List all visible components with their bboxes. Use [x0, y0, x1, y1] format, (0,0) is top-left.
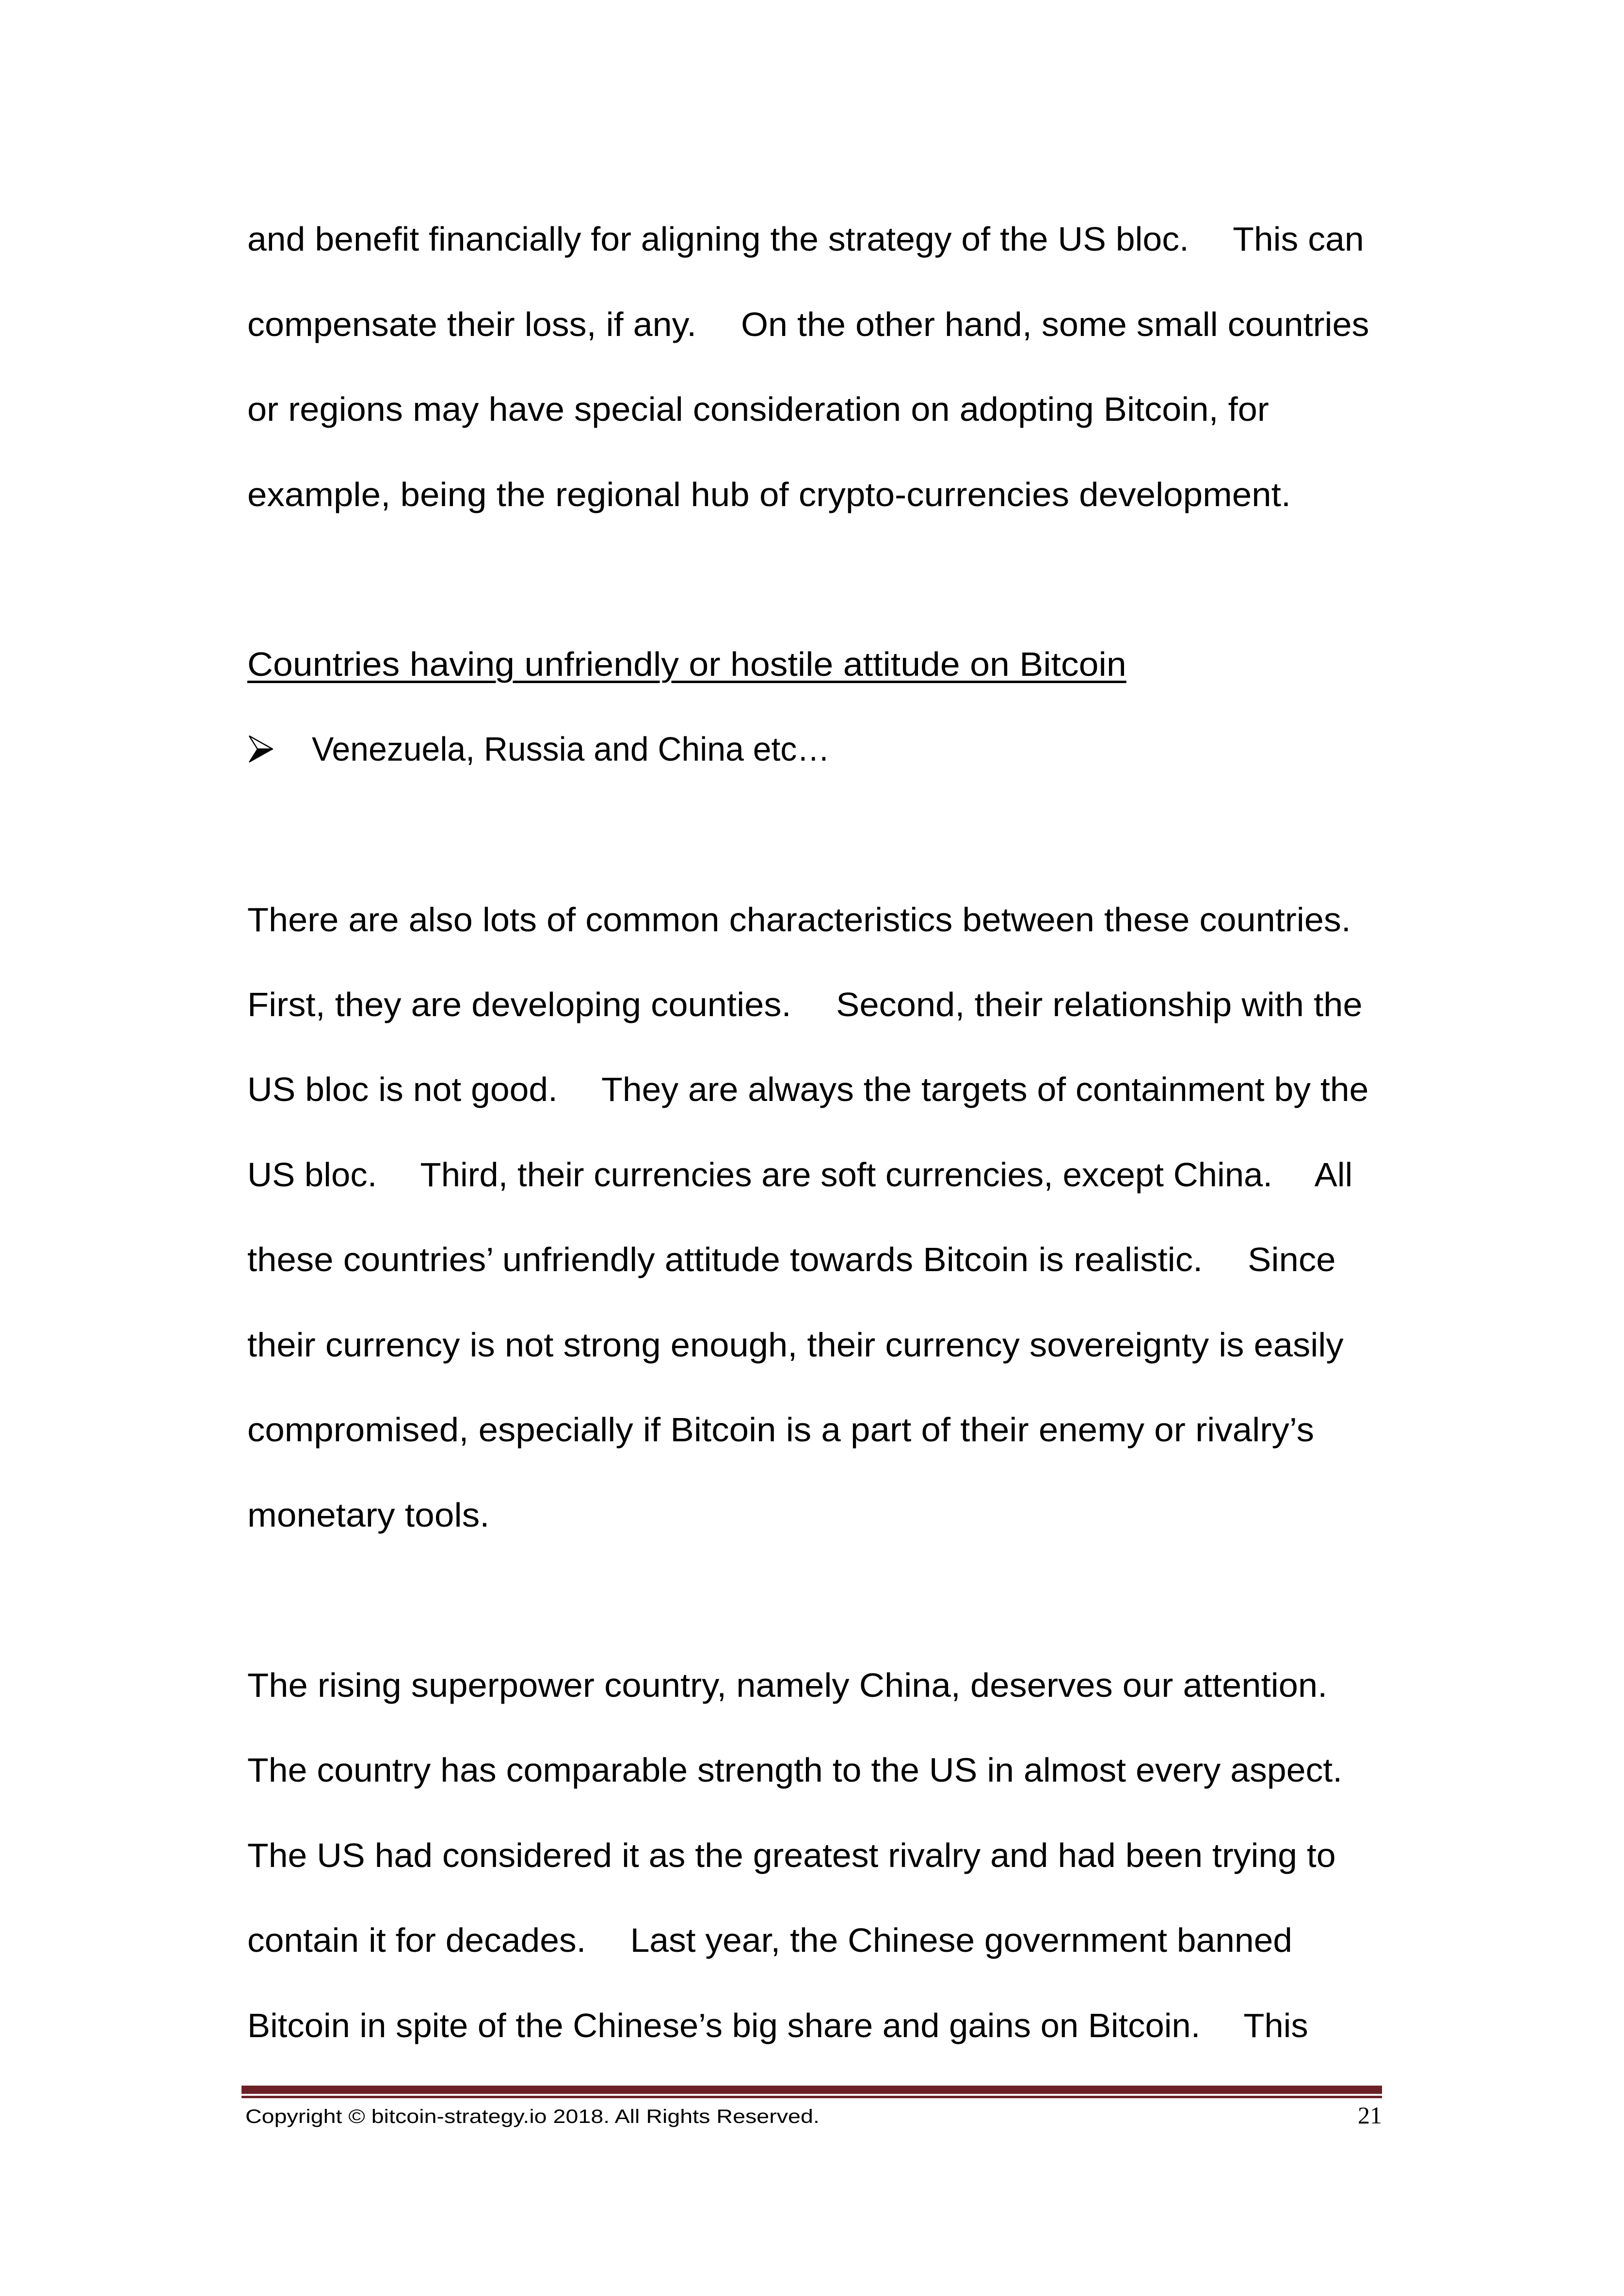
footer-rule-thick [241, 2086, 1382, 2094]
paragraph-1-line-2: compensate their loss, if any. On the other hand, some small countries [247, 305, 1369, 343]
paragraph-2-line-4: US bloc. Third, their currencies are soft currencies, except China. All [247, 1156, 1353, 1194]
arrowhead-bullet-icon [249, 735, 273, 763]
paragraph-2-line-5: these countries’ unfriendly attitude towards Bitcoin is realistic. Since [247, 1241, 1336, 1278]
paragraph-2-line-2: First, they are developing counties. Second, their relationship with the [247, 986, 1363, 1023]
section-heading: Countries having unfriendly or hostile attitude on Bitcoin [247, 645, 1126, 683]
paragraph-2-line-7: compromised, especially if Bitcoin is a part of their enemy or rivalry’s [247, 1411, 1314, 1449]
paragraph-1-line-3: or regions may have special consideration on adopting Bitcoin, for [247, 390, 1269, 428]
paragraph-3-line-3: The US had considered it as the greatest rivalry and had been trying to [247, 1836, 1336, 1874]
bullet-item-text: Venezuela, Russia and China etc… [312, 730, 830, 768]
paragraph-3-line-5: Bitcoin in spite of the Chinese’s big share and gains on Bitcoin. This [247, 2007, 1308, 2044]
footer-rule-thin [241, 2096, 1382, 2098]
paragraph-2-line-1: There are also lots of common characteristics between these countries. [247, 901, 1351, 939]
paragraph-2-line-8: monetary tools. [247, 1496, 490, 1534]
paragraph-3-line-1: The rising superpower country, namely China, deserves our attention. [247, 1666, 1328, 1704]
paragraph-1-line-4: example, being the regional hub of crypto-currencies development. [247, 476, 1291, 513]
paragraph-3-line-4: contain it for decades. Last year, the Chinese government banned [247, 1921, 1292, 1959]
paragraph-3-line-2: The country has comparable strength to the US in almost every aspect. [247, 1751, 1343, 1789]
paragraph-2-line-3: US bloc is not good. They are always the targets of containment by the [247, 1070, 1369, 1108]
footer-copyright: Copyright © bitcoin-strategy.io 2018. All Rights Reserved. [245, 2106, 820, 2127]
paragraph-2-line-6: their currency is not strong enough, their currency sovereignty is easily [247, 1326, 1344, 1364]
page-number: 21 [1358, 2102, 1382, 2129]
paragraph-1-line-1: and benefit financially for aligning the strategy of the US bloc. This can [247, 220, 1364, 258]
